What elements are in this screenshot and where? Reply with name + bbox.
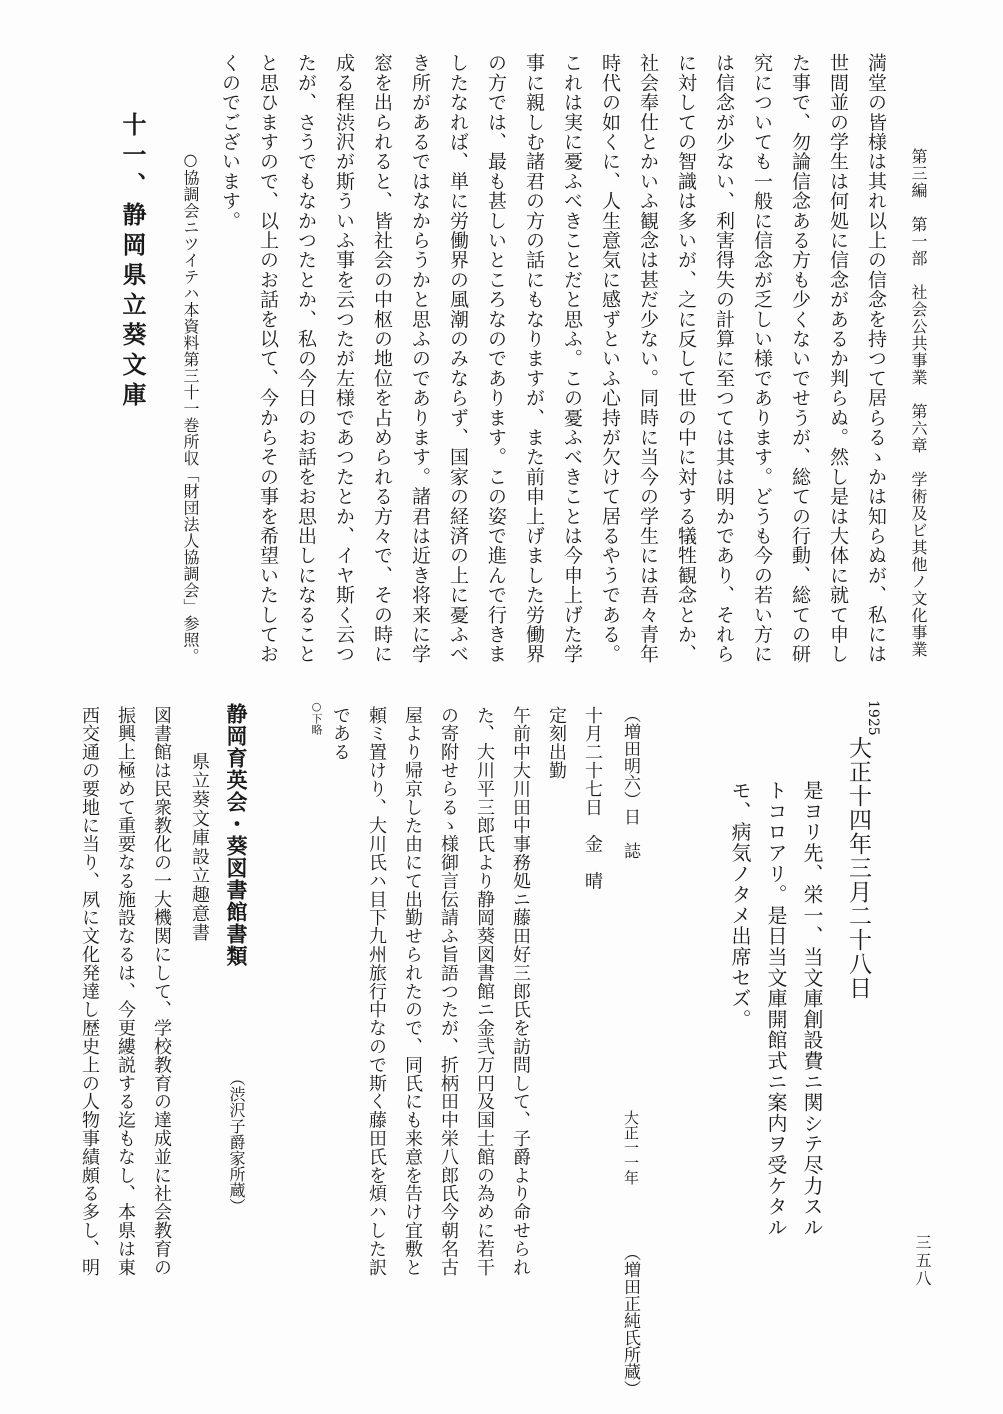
summary-line: トコロアリ。是日当文庫開館式ニ案内ヲ受ケタル bbox=[764, 780, 788, 1238]
body-line: 窓を出られると、皆社会の中枢の地位を占められる方々で、その時に bbox=[371, 53, 393, 664]
diary-owner: （増田正純氏所蔵） bbox=[620, 1244, 640, 1397]
body-line: 成る程渋沢が斯ういふ事を云つたが左様であつたとか、イヤ斯く云つ bbox=[333, 53, 355, 664]
diary-source: （増田明六）日 誌 bbox=[620, 706, 640, 859]
body-line: たが、さうでもなかつたとか、私の今日のお話をお思出しになること bbox=[295, 53, 317, 664]
group-source: （渋沢子爵家所蔵） bbox=[227, 1070, 246, 1214]
document-line: 振興上極めて重要なる施設なるは、今更縷説する迄もなし、本県は東 bbox=[115, 706, 136, 1277]
section-heading: 十一、静岡県立葵文庫 bbox=[118, 112, 147, 412]
document-line: 図書館は民衆教化の一大機関にして、学校教育の達成並に社会教育の bbox=[151, 706, 172, 1277]
summary-line: 是ヨリ先、栄一、当文庫創設費ニ関シテ尽力スル bbox=[800, 780, 824, 1238]
reference-note: ○協調会ニツイテハ本資料第三十一巻所収「財団法人協調会」参照。 bbox=[181, 150, 200, 665]
summary-line: モ、病気ノタメ出席セズ。 bbox=[728, 780, 752, 1030]
date-heading: 大正十四年三月二十八日 bbox=[845, 736, 871, 1000]
diary-line: 定刻出勤 bbox=[546, 706, 567, 780]
group-heading: 静岡育英会・葵図書館書類 bbox=[224, 703, 249, 967]
page-number: 三五八 bbox=[913, 1234, 932, 1288]
body-line: は信念が少ない、利害得失の計算に至つては其は明かであり、それら bbox=[713, 53, 735, 664]
body-line: 世間並の学生は何処に信念があるか判らぬ。然し是は大体に就て申し bbox=[827, 53, 849, 664]
diary-line: 午前中大川田中事務処ニ藤田好三郎氏を訪問して、子爵より命せられ bbox=[510, 706, 531, 1277]
document-line: 西交通の要地に当り、夙に文化発達し歴史上の人物事績頗る多し、明 bbox=[79, 706, 100, 1277]
body-line: た事で、勿論信念ある方も少くないでせうが、総ての行動、総ての研 bbox=[789, 53, 811, 664]
body-line: 時代の如くに、人生意気に感ずといふ心持が欠けて居るやうである。 bbox=[599, 53, 621, 664]
diary-line: 十月二十七日 金 晴 bbox=[582, 706, 603, 890]
body-line: これは実に憂ふべきことだと思ふ。この憂ふべきことは今申上げた学 bbox=[561, 53, 583, 664]
year-label: 1925 bbox=[865, 700, 881, 736]
running-header: 第三編 第一部 社会公共事業 第六章 学術及ビ其他ノ文化事業 bbox=[909, 148, 928, 658]
body-line: 究についても一般に信念が乏しい様であります。どうも今の若い方に bbox=[751, 53, 773, 664]
diary-line: である bbox=[330, 706, 351, 762]
body-line: したなれば、単に労働界の風潮のみならず、国家の経済の上に憂ふべ bbox=[447, 53, 469, 664]
body-line: き所があるではなからうかと思ふのであります。諸君は近き将来に学 bbox=[409, 53, 431, 664]
diary-era: 大正一一年 bbox=[622, 1110, 640, 1185]
body-line: の方では、最も甚しいところなのであります。この姿で進んで行きま bbox=[485, 53, 507, 664]
body-line: と思ひますので、以上のお話を以て、今からその事を希望いたしてお bbox=[257, 53, 279, 664]
omission-mark: ○下略 bbox=[310, 700, 323, 735]
body-line: 満堂の皆様は其れ以上の信念を持つて居らるゝかは知らぬが、私には bbox=[865, 53, 887, 664]
diary-line: 頼ミ置けり、大川氏ハ目下九州旅行中なので斯く藤田氏を煩ハした訳 bbox=[366, 706, 387, 1277]
body-line: くのでございます。 bbox=[219, 53, 241, 231]
body-line: 事に親しむ諸君の方の話にもなりますが、また前申上げました労働界 bbox=[523, 53, 545, 664]
diary-line: 屋より帰京した由にて出勤せられたので、同氏にも来意を告け宜敷と bbox=[402, 706, 423, 1277]
body-line: に対しての智識は多いが、之に反して世の中に対する犠牲観念とか、 bbox=[675, 53, 697, 664]
document-title: 県立葵文庫設立趣意書 bbox=[189, 752, 210, 942]
body-line: 社会奉仕とかいふ観念は甚だ少ない。同時に当今の学生には吾々青年 bbox=[637, 53, 659, 664]
diary-line: の寄附せらるゝ様御言伝請ふ旨語つたが、折柄田中栄八郎氏今朝名古 bbox=[438, 706, 459, 1277]
diary-line: た、大川平三郎氏より静岡葵図書館ニ金弐万円及国士館の為めに若干 bbox=[474, 706, 495, 1277]
